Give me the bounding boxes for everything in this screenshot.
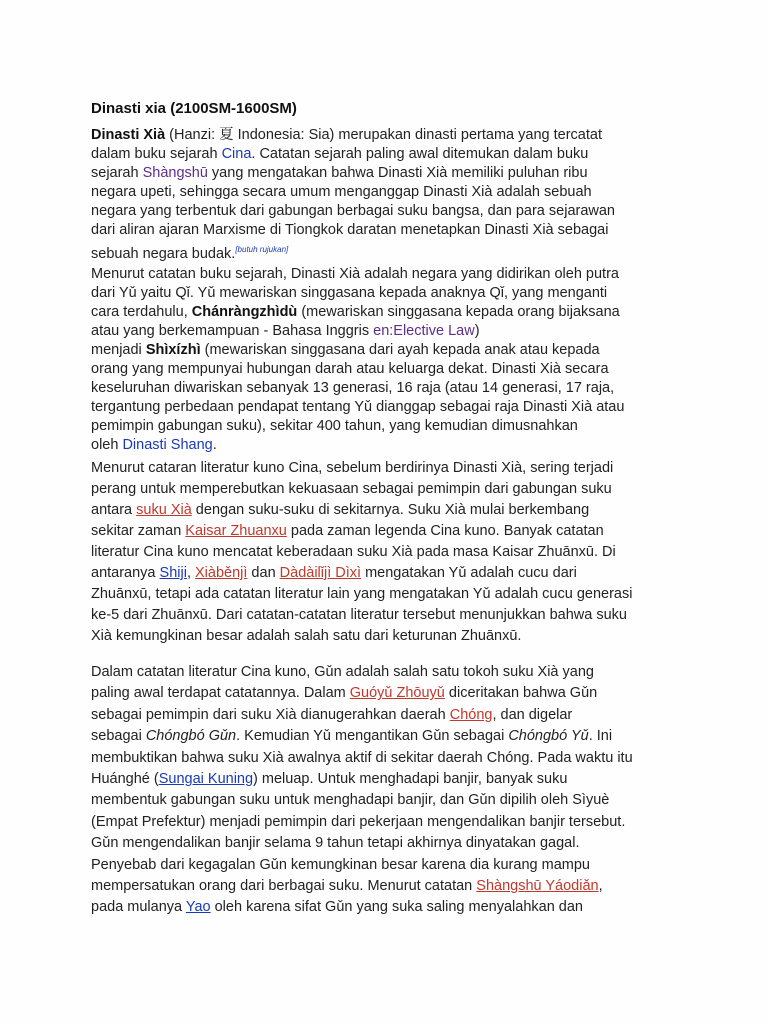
text-line: Xià kemungkinan besar adalah salah satu dari keturunan Zhuānxū. <box>91 628 522 644</box>
text-line: tergantung perbedaan pendapat tentang Yǔ dianggap sebagai raja Dinasti Xià atau <box>91 399 625 415</box>
text-line: sebuah negara budak.[butuh rujukan] <box>91 245 289 262</box>
text-line: negara upeti, sehingga secara umum menganggap Dinasti Xià adalah sebuah <box>91 184 592 200</box>
link-dinasti-shang[interactable]: Dinasti Shang <box>122 437 213 453</box>
text-line: negara yang terbentuk dari gabungan berbagai suku bangsa, dan para sejarawan <box>91 203 615 219</box>
bold-term: Chánràngzhìdù <box>191 304 298 320</box>
link-cina[interactable]: Cina <box>221 146 252 162</box>
paragraph-gun <box>91 662 651 919</box>
link-dadailiji-dixi[interactable]: Dàdàilǐjì Dìxì <box>279 565 362 581</box>
text-line: dari aliran ajaran Marxisme di Tiongkok daratan menetapkan Dinasti Xià sebagai <box>91 222 609 238</box>
link-sungai-kuning[interactable]: Sungai Kuning <box>158 771 254 788</box>
text-line: dari Yǔ yaitu Qǐ. Yǔ mewariskan singgasana kepada anaknya Qǐ, yang menganti <box>91 285 608 301</box>
text-line: Huánghé (Sungai Kuning) meluap. Untuk menghadapi banjir, banyak suku <box>91 771 568 788</box>
text-line: Dalam catatan literatur Cina kuno, Gǔn adalah salah satu tokoh suku Xià yang <box>91 664 594 680</box>
page-title: Dinasti xia (2100SM-1600SM) <box>91 100 297 117</box>
text-line: oleh Dinasti Shang. <box>91 437 217 453</box>
text-line: pada mulanya Yao oleh karena sifat Gǔn yang suka saling menyalahkan dan <box>91 899 583 916</box>
text-line: mempersatukan orang dari berbagai suku. Menurut catatan Shàngshū Yáodiǎn, <box>91 878 603 895</box>
text-line: ke-5 dari Zhuānxū. Dari catatan-catatan literatur tersebut menunjukkan bahwa suku <box>91 607 627 623</box>
text-line: sebagai pemimpin dari suku Xià dianugerahkan daerah Chóng, dan digelar <box>91 706 573 723</box>
text-line: keseluruhan diwariskan sebanyak 13 generasi, 16 raja (atau 14 generasi, 17 raja, <box>91 380 615 396</box>
text-line: menjadi Shìxízhì (mewariskan singgasana dari ayah kepada anak atau kepada <box>91 342 600 358</box>
text-line: Menurut catatan buku sejarah, Dinasti Xià adalah negara yang didirikan oleh putra <box>91 266 619 282</box>
text-line: pemimpin gabungan suku), sekitar 400 tahun, yang kemudian dimusnahkan <box>91 418 578 434</box>
link-chong[interactable]: Chóng <box>449 706 493 723</box>
text-line: sejarah Shàngshū yang mengatakan bahwa Dinasti Xià memiliki puluhan ribu <box>91 165 588 181</box>
text-line: (Empat Prefektur) menjadi pemimpin dari pekerjaan mengendalikan banjir tersebut. <box>91 813 626 830</box>
link-suku-xia[interactable]: suku Xià <box>136 502 192 518</box>
paragraph-succession <box>91 265 651 455</box>
text-line: membentuk gabungan suku untuk menghadapi banjir, dan Gǔn dipilih oleh Sìyuè <box>91 792 610 809</box>
italic-term: Chóngbó Gǔn <box>145 728 237 745</box>
text-line: paling awal terdapat catatannya. Dalam Guóyǔ Zhōuyǔ diceritakan bahwa Gǔn <box>91 685 598 702</box>
text-line: Gǔn mengendalikan banjir selama 9 tahun tetapi akhirnya dinyatakan gagal. <box>91 835 580 852</box>
link-shangshu-yaodian[interactable]: Shàngshū Yáodiǎn <box>476 878 599 895</box>
text-line: cara terdahulu, Chánràngzhìdù (mewariskan singgasana kepada orang bijaksana <box>91 304 620 320</box>
text-line: Penyebab dari kegagalan Gǔn kemungkinan besar karena dia kurang mampu <box>91 856 590 873</box>
link-shiji[interactable]: Shiji <box>159 565 187 581</box>
italic-term: Chóngbó Yǔ <box>508 728 589 745</box>
text-line: sebagai Chóngbó Gǔn. Kemudian Yǔ mengantikan Gǔn sebagai Chóngbó Yǔ. Ini <box>91 728 613 745</box>
bold-term: Dinasti Xià <box>91 127 166 143</box>
link-guoyu-zhouyu[interactable]: Guóyǔ Zhōuyǔ <box>349 685 445 702</box>
text-line: Dinasti Xià (Hanzi: 夏 Indonesia: Sia) merupakan dinasti pertama yang tercatat <box>91 127 602 143</box>
text-line: perang untuk memperebutkan kekuasaan sebagai pemimpin dari gabungan suku <box>91 481 612 497</box>
link-yao[interactable]: Yao <box>185 899 211 916</box>
text-line: membuktikan bahwa suku Xià awalnya aktif di sekitar daerah Chóng. Pada waktu itu <box>91 749 633 766</box>
text-line: dalam buku sejarah Cina. Catatan sejarah paling awal ditemukan dalam buku <box>91 146 589 162</box>
link-elective-law[interactable]: en:Elective Law <box>373 323 475 339</box>
paragraph-origins <box>91 458 651 647</box>
link-shangshu[interactable]: Shàngshū <box>142 165 208 181</box>
paragraph-intro <box>91 126 651 264</box>
text-line: antara suku Xià dengan suku-suku di sekitarnya. Suku Xià mulai berkembang <box>91 502 590 518</box>
text-line: Menurut cataran literatur kuno Cina, sebelum berdirinya Dinasti Xià, sering terjadi <box>91 460 614 476</box>
text-line: sekitar zaman Kaisar Zhuanxu pada zaman legenda Cina kuno. Banyak catatan <box>91 523 604 539</box>
text-line: antaranya Shiji, Xiàběnjì dan Dàdàilǐjì Dìxì mengatakan Yǔ adalah cucu dari <box>91 565 577 581</box>
text-line: atau yang berkemampuan - Bahasa Inggris en:Elective Law) <box>91 323 480 339</box>
text-line: literatur Cina kuno mencatat keberadaan suku Xià pada masa Kaisar Zhuānxū. Di <box>91 544 616 560</box>
citation-needed-link[interactable]: [butuh rujukan] <box>235 245 289 254</box>
link-xiabenji[interactable]: Xiàběnjì <box>195 565 248 581</box>
text-line: orang yang mempunyai hubungan darah atau keluarga dekat. Dinasti Xià secara <box>91 361 609 377</box>
bold-term: Shìxízhì <box>145 342 201 358</box>
link-kaisar-zhuanxu[interactable]: Kaisar Zhuanxu <box>185 523 287 539</box>
text-line: Zhuānxū, tetapi ada catatan literatur lain yang mengatakan Yǔ adalah cucu generasi <box>91 586 633 602</box>
